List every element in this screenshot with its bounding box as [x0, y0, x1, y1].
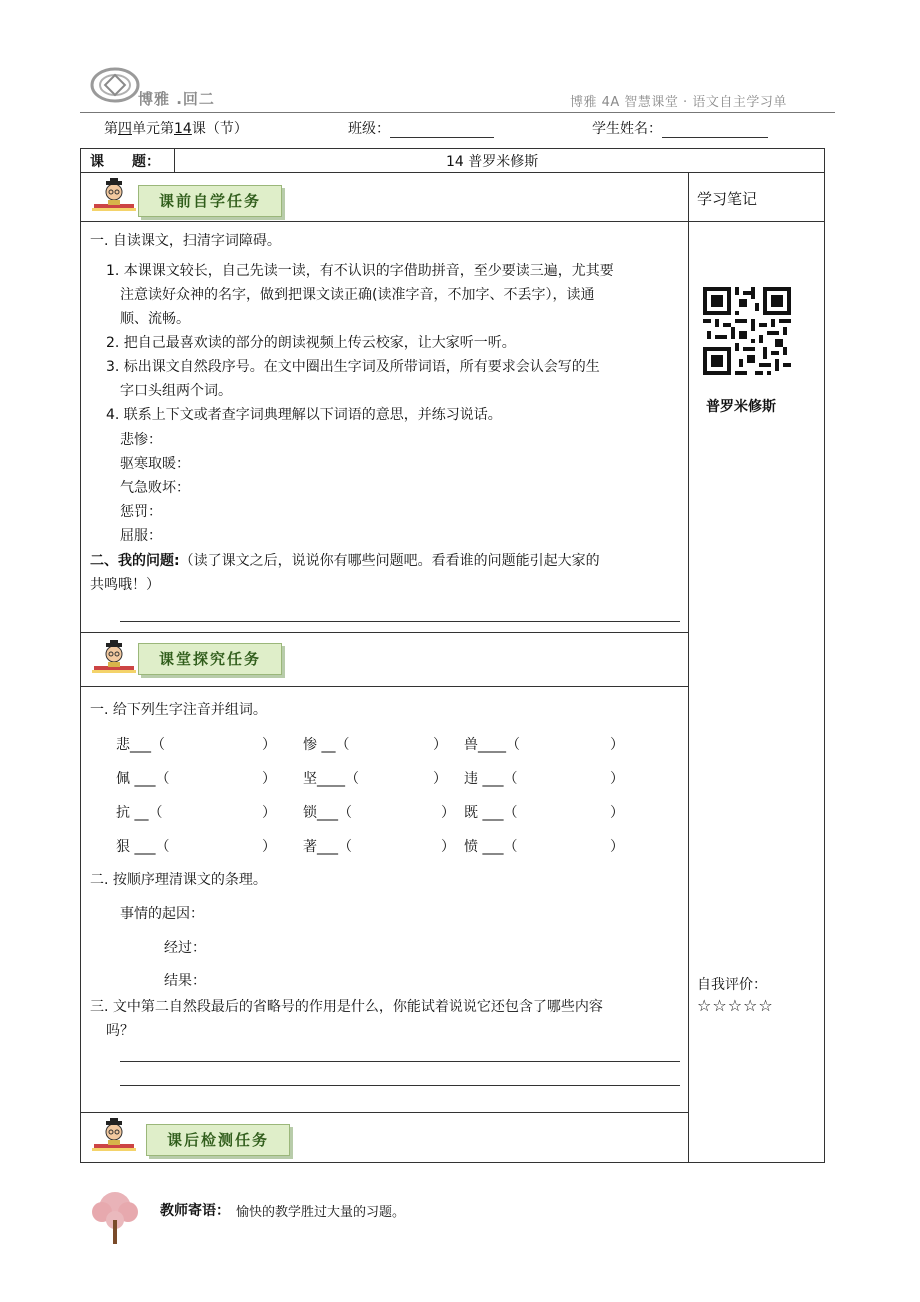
char-cell[interactable]: 既 ___（ — [464, 805, 518, 821]
pre-p1c: 顺、流畅。 — [120, 311, 190, 327]
answer-line[interactable] — [120, 1085, 680, 1086]
class-blank[interactable] — [390, 123, 494, 138]
topic-label: 课 题： — [90, 154, 160, 170]
char-cell[interactable]: 锁___（ — [303, 805, 352, 821]
word-item: 屈服： — [120, 528, 162, 544]
meta-lesson-text: 课（节） — [191, 121, 248, 137]
story-process: 经过： — [164, 940, 206, 956]
header-divider — [80, 112, 835, 113]
student-label: 学生姓名： — [592, 121, 662, 137]
char-cell-close: ） — [441, 839, 455, 855]
lesson-number: 14 — [174, 121, 192, 137]
student-blank[interactable] — [662, 123, 768, 138]
teacher-icon — [88, 178, 140, 218]
header-title: 博雅 4A 智慧课堂 · 语文自主学习单 — [570, 95, 787, 110]
row-line — [80, 172, 825, 173]
char-cell[interactable]: 兽____（ — [464, 737, 520, 753]
self-eval-label: 自我评价： — [697, 977, 767, 993]
student-field — [592, 118, 768, 138]
char-cell[interactable]: 违 ___（ — [464, 771, 518, 787]
word-item: 惩罚： — [120, 504, 162, 520]
section-banner-post: 课后检测任务 — [146, 1124, 290, 1156]
word-item: 悲惨： — [120, 432, 162, 448]
char-cell-close: ） — [610, 737, 624, 753]
char-cell-close: ） — [262, 805, 276, 821]
char-cell-close: ） — [433, 771, 447, 787]
pre-p4: 4. 联系上下文或者查字词典理解以下词语的意思，并练习说话。 — [106, 407, 502, 423]
word-item: 气急败坏： — [120, 480, 190, 496]
class-q3a: 三. 文中第二自然段最后的省略号的作用是什么，你能试着说说它还包含了哪些内容 — [90, 999, 603, 1015]
char-cell[interactable]: 惨 __（ — [303, 737, 350, 753]
pre-p1a: 1. 本课课文较长，自己先读一读，有不认识的字借助拼音，至少要读三遍，尤其要 — [106, 263, 614, 279]
topic-value: 14 普罗米修斯 — [446, 154, 539, 170]
char-cell[interactable]: 悲___（ — [116, 737, 165, 753]
char-cell-close: ） — [262, 771, 276, 787]
pre-p3b: 字口头组两个词。 — [120, 383, 232, 399]
qr-code[interactable] — [703, 287, 791, 375]
teacher-icon — [88, 1118, 140, 1158]
word-item: 驱寒取暖： — [120, 456, 190, 472]
school-logo — [90, 66, 140, 104]
char-cell[interactable]: 狠 ___（ — [116, 839, 170, 855]
story-cause: 事情的起因： — [120, 906, 204, 922]
char-cell-close: ） — [610, 839, 624, 855]
class-q3b: 吗？ — [106, 1023, 134, 1039]
pre-q1: 一. 自读课文，扫清字词障碍。 — [90, 233, 281, 249]
answer-line[interactable] — [120, 1061, 680, 1062]
char-cell[interactable]: 抗 __（ — [116, 805, 163, 821]
row-line — [80, 1112, 689, 1113]
meta-di: 第 — [104, 121, 118, 137]
class-q2: 二. 按顺序理清课文的条理。 — [90, 872, 267, 888]
qr-caption: 普罗米修斯 — [706, 399, 776, 415]
footer-text: 愉快的教学胜过大量的习题。 — [236, 1205, 406, 1220]
section-banner-class: 课堂探究任务 — [138, 643, 282, 675]
lesson-info — [104, 118, 248, 138]
answer-line[interactable] — [120, 621, 680, 622]
pre-q2 — [90, 549, 600, 573]
tree-icon — [88, 1190, 142, 1246]
footer-label: 教师寄语： — [160, 1203, 230, 1219]
char-cell-close: ） — [262, 839, 276, 855]
char-cell-close: ） — [610, 805, 624, 821]
pre-p2: 2. 把自己最喜欢读的部分的朗读视频上传云校家，让大家听一听。 — [106, 335, 516, 351]
pre-q2-body2: 共鸣哦！） — [90, 577, 160, 593]
class-label: 班级： — [348, 121, 390, 137]
class-field — [348, 118, 494, 138]
row-line — [80, 632, 689, 633]
char-cell[interactable]: 佩 ___（ — [116, 771, 170, 787]
row-line — [80, 221, 825, 222]
char-cell[interactable]: 坚____（ — [303, 771, 359, 787]
meta-unit-text: 单元第 — [132, 121, 174, 137]
topic-divider — [174, 148, 175, 172]
char-cell[interactable]: 著___（ — [303, 839, 352, 855]
char-cell[interactable]: 愤 ___（ — [464, 839, 518, 855]
pre-q2-head: 二、我的问题: — [90, 553, 180, 569]
pre-p3a: 3. 标出课文自然段序号。在文中圈出生字词及所带词语，所有要求会认会写的生 — [106, 359, 600, 375]
char-cell-close: ） — [433, 737, 447, 753]
brand-name: 博雅 .回二 — [138, 90, 215, 108]
section-banner-pre: 课前自学任务 — [138, 185, 282, 217]
notes-divider — [688, 172, 689, 1162]
pre-p1b: 注意读好众神的名字，做到把课文读正确(读准字音，不加字、不丢字），读通 — [120, 287, 595, 303]
teacher-icon — [88, 640, 140, 680]
char-cell-close: ） — [262, 737, 276, 753]
class-q1: 一. 给下列生字注音并组词。 — [90, 702, 267, 718]
self-eval-stars[interactable]: ☆☆☆☆☆ — [697, 996, 774, 1015]
notes-title: 学习笔记 — [697, 190, 758, 208]
story-result: 结果： — [164, 973, 206, 989]
unit-number: 四 — [118, 121, 132, 137]
row-line — [80, 686, 689, 687]
pre-q2-body: （读了课文之后，说说你有哪些问题吧。看看谁的问题能引起大家的 — [179, 553, 600, 569]
char-cell-close: ） — [441, 805, 455, 821]
char-cell-close: ） — [610, 771, 624, 787]
